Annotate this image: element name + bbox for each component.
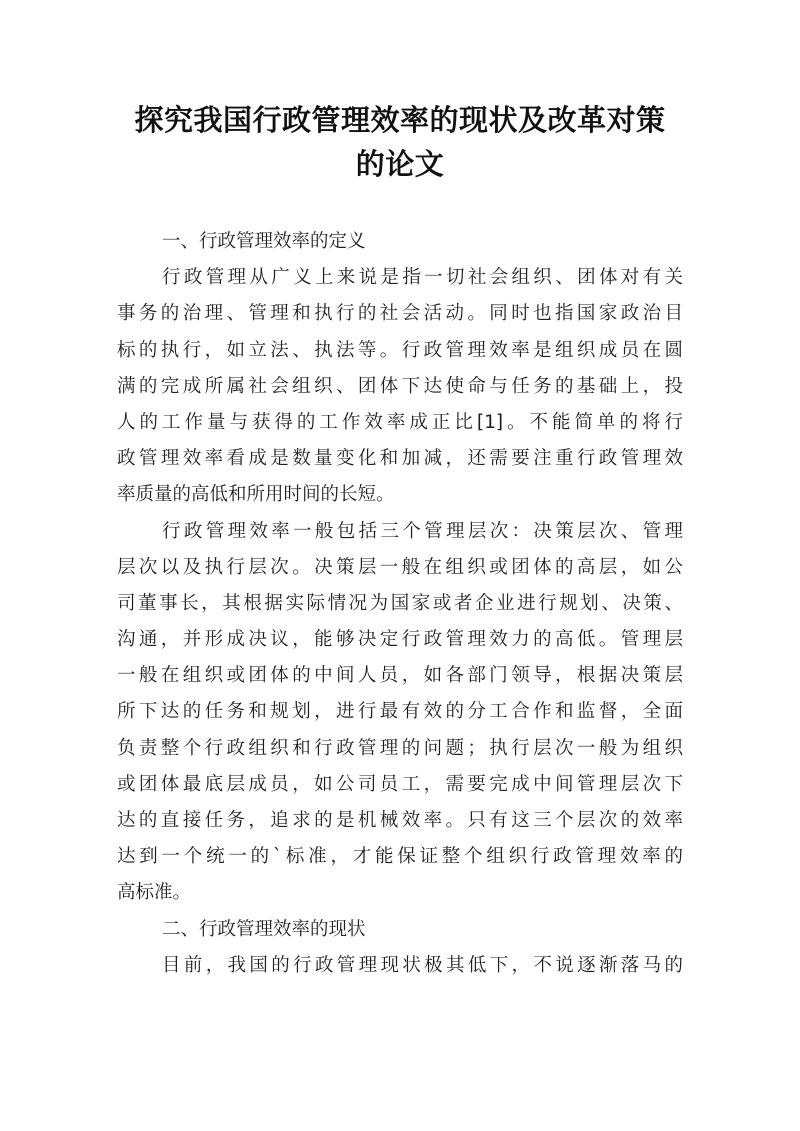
paragraph-line: 负责整个行政组织和行政管理的问题；执行层次一般为组织 <box>117 737 683 759</box>
paragraph-line: 事务的治理、管理和执行的社会活动。同时也指国家政治目 <box>117 303 683 325</box>
paragraph-line: 达到一个统一的`标准，才能保证整个组织行政管理效率的 <box>117 846 683 868</box>
paragraph-line: 司董事长，其根据实际情况为国家或者企业进行规划、决策、 <box>117 592 683 614</box>
paragraph-line: 行政管理效率一般包括三个管理层次：决策层次、管理 <box>162 520 683 542</box>
paragraph <box>117 948 683 984</box>
paragraph-line: 层次以及执行层次。决策层一般在组织或团体的高层，如公 <box>117 556 683 578</box>
paragraph-line: 政管理效率看成是数量变化和加减，还需要注重行政管理效 <box>117 448 683 470</box>
document-body <box>117 224 683 984</box>
title-line: 的论文 <box>355 147 445 181</box>
paragraph-line: 行政管理从广义上来说是指一切社会组织、团体对有关 <box>162 267 683 289</box>
paragraph-line: 沟通，并形成决议，能够决定行政管理效力的高低。管理层 <box>117 629 683 651</box>
paragraph-line: 率质量的高低和所用时间的长短。 <box>117 484 395 506</box>
paragraph-line: 所下达的任务和规划，进行最有效的分工合作和监督，全面 <box>117 701 683 723</box>
paragraph-line: 满的完成所属社会组织、团体下达使命与任务的基础上，投 <box>117 375 683 397</box>
document-title <box>110 98 690 186</box>
paragraph-line: 人的工作量与获得的工作效率成正比[1]。不能简单的将行 <box>117 411 683 433</box>
paragraph-line: 高标准。 <box>117 882 192 904</box>
section-heading: 一、行政管理效率的定义 <box>162 231 366 252</box>
paragraph-line: 达的直接任务，追求的是机械效率。只有这三个层次的效率 <box>117 810 683 831</box>
paragraph-line: 目前，我国的行政管理现状极其低下，不说逐渐落马的 <box>162 954 683 976</box>
paragraph-line: 或团体最底层成员，如公司员工，需要完成中间管理层次下 <box>117 773 683 795</box>
section-heading: 二、行政管理效率的现状 <box>162 918 366 940</box>
paragraph <box>117 514 683 912</box>
paragraph <box>117 260 683 513</box>
paragraph-line: 标的执行，如立法、执法等。行政管理效率是组织成员在圆 <box>117 339 683 361</box>
title-line: 探究我国行政管理效率的现状及改革对策 <box>134 103 666 137</box>
paragraph-line: 一般在组织或团体的中间人员，如各部门领导，根据决策层 <box>117 665 683 687</box>
